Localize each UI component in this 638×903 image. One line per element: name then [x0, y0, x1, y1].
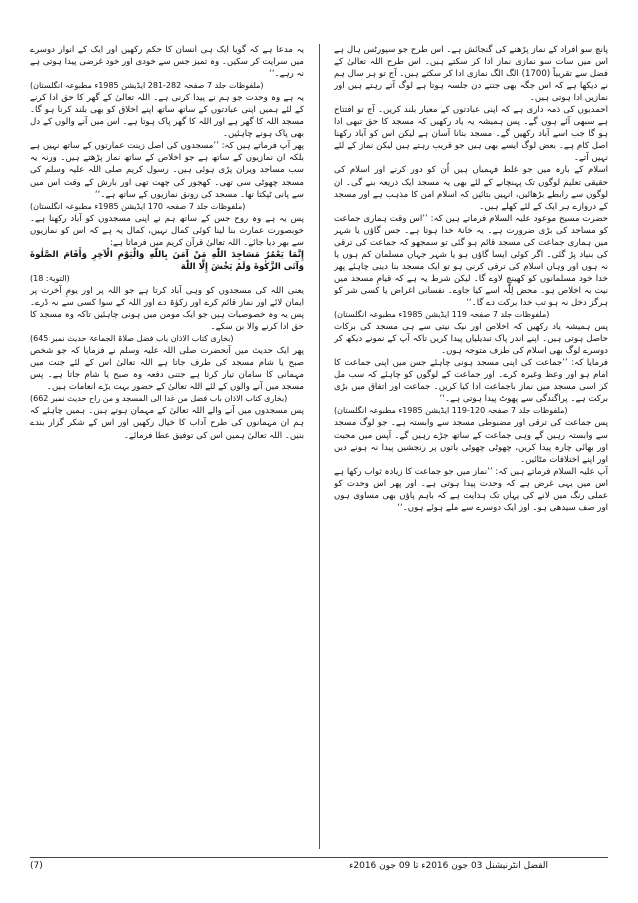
paragraph: پھر ایک حدیث میں آنحضرت صلی اللہ علیہ وسلم نے فرمایا کہ جو شخص صبح یا شام مسجد کی طرف جاتا ہے اللہ تعالیٰ اس کے لئے جنت میں مہمانی کا سامان تیار کرتا ہے جتنی دفعہ وہ صبح یا شام جاتا ہے۔ پس مسجد میں آنے والوں کے لئے اللہ تعالیٰ کے حضور بہت بڑے انعامات ہیں۔: [30, 346, 304, 393]
citation: (بخاری کتاب الاذان باب فضل من غدا الی المسجد و من راح حدیث نمبر 662): [30, 394, 288, 404]
paragraph: اسلام کے بارہ میں جو غلط فہمیاں ہیں اُن کو دور کرنے اور اسلام کی حقیقی تعلیم لوگوں تک پہنچانے کے لئے بھی یہ مسجد ایک ذریعہ بنے گی۔ ان لوگوں سے رابطے بڑھائیں، انہیں بتائیں کہ اسلام امن کا مذہب ہے اور مسجد کے دروازے ہر ایک کے لئے کھلے ہیں۔: [334, 165, 608, 212]
page-footer: [30, 861, 608, 875]
paragraph: پانچ سو افراد کے نماز پڑھنے کی گنجائش ہے۔ اس طرح جو سپورٹس ہال ہے اس میں سات سو نمازی نماز ادا کر سکتے ہیں۔ اس طرح اللہ تعالیٰ کے فضل سے تقریباً (1700) الگ الگ نمازی ادا کر سکتے ہیں۔ آج تو ہر سال ہم نے دیکھا ہے کہ اس جگہ بھی جتنے دن جلسہ ہوتا ہے لوگ آتے رہتے ہیں اور نمازیں ادا ہوتی ہیں۔: [334, 45, 608, 104]
quotation: یہ مدعا ہے کہ گویا ایک ہی انسان کا حکم رکھیں اور ایک کے انوار دوسرے میں سرایت کر سکیں۔ وہ تمیز جس سے خودی اور خود غرضی پیدا ہوتی ہے نہ رہے۔‘‘: [30, 45, 304, 80]
citation: (ملفوظات جلد 7 صفحہ 170 ایڈیشن 1985ء مطبوعہ انگلستان): [30, 201, 246, 211]
quran-verse: إِنَّمَا يَعْمُرُ مَسَاجِدَ اللّٰهِ مَنْ آمَنَ بِاللّٰهِ وَالْيَوْمِ الْآخِرِ وَأَقَامَ الصَّلٰوةَ وَآتَى الزَّكٰوةَ وَلَمْ يَخْشَ إِلَّا اللّٰهَ: [30, 249, 304, 272]
paragraph: پس ہمیشہ یاد رکھیں کہ اخلاص اور نیک نیتی سے ہی مسجد کی برکات حاصل ہوتی ہیں۔ اپنے اندر پاک تبدیلیاں پیدا کریں تاکہ آپ کے نمونے دیکھ کر دوسرے لوگ بھی اسلام کی طرف متوجہ ہوں۔: [334, 322, 608, 357]
quotation: پھر آپ فرماتے ہیں کہ: ’’مسجدوں کی اصل زینت عمارتوں کے ساتھ نہیں ہے بلکہ ان نمازیوں کے ساتھ ہے جو اخلاص کے ساتھ نماز پڑھتے ہیں۔ ورنہ یہ سب مساجد ویران پڑی ہوئی ہیں۔ رسول کریم صلی اللہ علیہ وسلم کی مسجد چھوٹی سی تھی۔ کھجور کی چھت تھی اور بارش کے وقت اس میں سے پانی ٹپکتا تھا۔ مسجد کی رونق نمازیوں کے ساتھ ہے۔‘‘: [30, 141, 304, 200]
column-divider: [319, 44, 320, 849]
paragraph: یعنی اللہ کی مسجدوں کو وہی آباد کرتا ہے جو اللہ پر اور یومِ آخرت پر ایمان لائے اور نماز قائم کرے اور زکوٰۃ دے اور اللہ کے سوا کسی سے نہ ڈرے۔ پس یہ وہ خصوصیات ہیں جو ایک مومن میں ہونی چاہئیں تاکہ وہ مسجد کا حق ادا کرنے والا بن سکے۔: [30, 285, 304, 333]
right-text-column: [334, 44, 608, 849]
citation: (التوبۃ: 18): [30, 273, 70, 283]
paragraph: پس جماعت کی ترقی اور مضبوطی مسجد سے وابستہ ہے۔ جو لوگ مسجد سے وابستہ رہیں گے وہی جماعت کے ساتھ جڑے رہیں گے۔ آپس میں محبت اور بھائی چارہ پیدا کریں، چھوٹی چھوٹی باتوں پر رنجشیں پیدا نہ ہونے دیں اور اپنے اختلافات مٹائیں۔: [334, 418, 608, 465]
page-number: (7): [30, 861, 43, 871]
footer-divider: [30, 857, 608, 858]
quotation: فرمایا کہ: ’’جماعت کی اپنی مسجد ہونی چاہئے جس میں اپنی جماعت کا امام ہو اور وعظ وغیرہ کرے۔ اور جماعت کے لوگوں کو چاہئے کہ سب مل کر اسی مسجد میں نماز باجماعت ادا کیا کریں۔ جماعت اور اتفاق میں بڑی برکت ہے۔ پراگندگی سے پھوٹ پیدا ہوتی ہے۔‘‘: [334, 358, 608, 405]
citation: (ملفوظات جلد 7 صفحہ 120-119 ایڈیشن 1985ء مطبوعہ انگلستان): [334, 406, 568, 416]
paragraph: احمدیوں کی ذمہ داری ہے کہ اپنی عبادتوں کے معیار بلند کریں۔ آج تو افتتاح ہے سبھی آئے ہوں گے۔ پس ہمیشہ یہ یاد رکھیں کہ مسجد کا حق تبھی ادا ہو گا جب اسے آباد رکھیں گے۔ مسجد بنانا آسان ہے لیکن اس کو آباد رکھنا اصل کام ہے۔ بعض لوگ ایسے بھی ہیں جو قریب رہتے ہیں لیکن نماز کے لئے نہیں آتے۔: [334, 105, 608, 164]
paragraph: پس یہ ہے وہ روح جس کے ساتھ ہم نے اپنی مسجدوں کو آباد رکھنا ہے۔ خوبصورت عمارت بنا لینا کوئی کمال نہیں، کمال یہ ہے کہ اس کو نمازیوں سے بھر دیا جائے۔ اللہ تعالیٰ قرآن کریم میں فرماتا ہے:: [30, 213, 304, 248]
citation: (ملفوظات جلد 7 صفحہ 282-281 ایڈیشن 1985ء مطبوعہ انگلستان): [30, 81, 264, 91]
publication-issue-line: الفضل انٹرنیشنل 03 جون 2016ء تا 09 جون 2016ء: [349, 861, 548, 871]
paragraph: پس مسجدوں میں آنے والے اللہ تعالیٰ کے مہمان ہوتے ہیں۔ ہمیں چاہئے کہ ہم ان مہمانوں کی طرح آداب کا خیال رکھیں اور اس کے شکر گزار بندے بنیں۔ اللہ تعالیٰ ہمیں اس کی توفیق عطا فرمائے۔: [30, 406, 304, 441]
citation: (بخاری کتاب الاذان باب فضل صلاۃ الجماعۃ حدیث نمبر 645): [30, 334, 234, 344]
quotation: آپ علیہ السلام فرماتے ہیں کہ: ’’نماز میں جو جماعت کا زیادہ ثواب رکھا ہے اس میں یہی غرض ہے کہ وحدت پیدا ہوتی ہے۔ اور پھر اس وحدت کو عملی رنگ میں لانے کی یہاں تک ہدایت ہے کہ باہم پاؤں بھی مساوی ہوں اور صف سیدھی ہو۔ اور ایک دوسرے سے ملے ہوئے ہوں۔‘‘: [334, 466, 608, 513]
left-text-column: [30, 44, 304, 849]
quotation: حضرت مسیح موعود علیہ السلام فرماتے ہیں کہ: ’’اس وقت ہماری جماعت کو مساجد کی بڑی ضرورت ہے۔ یہ خانۂ خدا ہوتا ہے۔ جس گاؤں یا شہر میں ہماری جماعت کی مسجد قائم ہو گئی تو سمجھو کہ جماعت کی ترقی کی بنیاد پڑ گئی۔ اگر کوئی ایسا گاؤں ہو یا شہر جہاں مسلمان کم ہوں یا نہ ہوں اور وہاں اسلام کی ترقی کرنی ہو تو ایک مسجد بنا دینی چاہئے پھر خدا خود مسلمانوں کو کھینچ لاوے گا۔ لیکن شرط یہ ہے کہ قیامِ مسجد میں نیت بہ اخلاص ہو۔ محض لِلّٰہ اسے کیا جاوے۔ نفسانی اغراض یا کسی شر کو ہرگز دخل نہ ہو تب خدا برکت دے گا۔‘‘: [334, 213, 608, 308]
paragraph: یہ ہے وہ وحدت جو ہم نے پیدا کرنی ہے۔ اللہ تعالیٰ کے گھر کا حق ادا کرنے کے لئے ہمیں اپنی عبادتوں کے ساتھ ساتھ اپنے اخلاق کو بھی بلند کرنا ہو گا۔ مسجد اللہ کا گھر ہے اور اللہ کا گھر پاک ہوتا ہے۔ اس میں آنے والوں کے دل بھی پاک ہونے چاہئیں۔: [30, 93, 304, 140]
citation: (ملفوظات جلد 7 صفحہ 119 ایڈیشن 1985ء مطبوعہ انگلستان): [334, 310, 550, 320]
